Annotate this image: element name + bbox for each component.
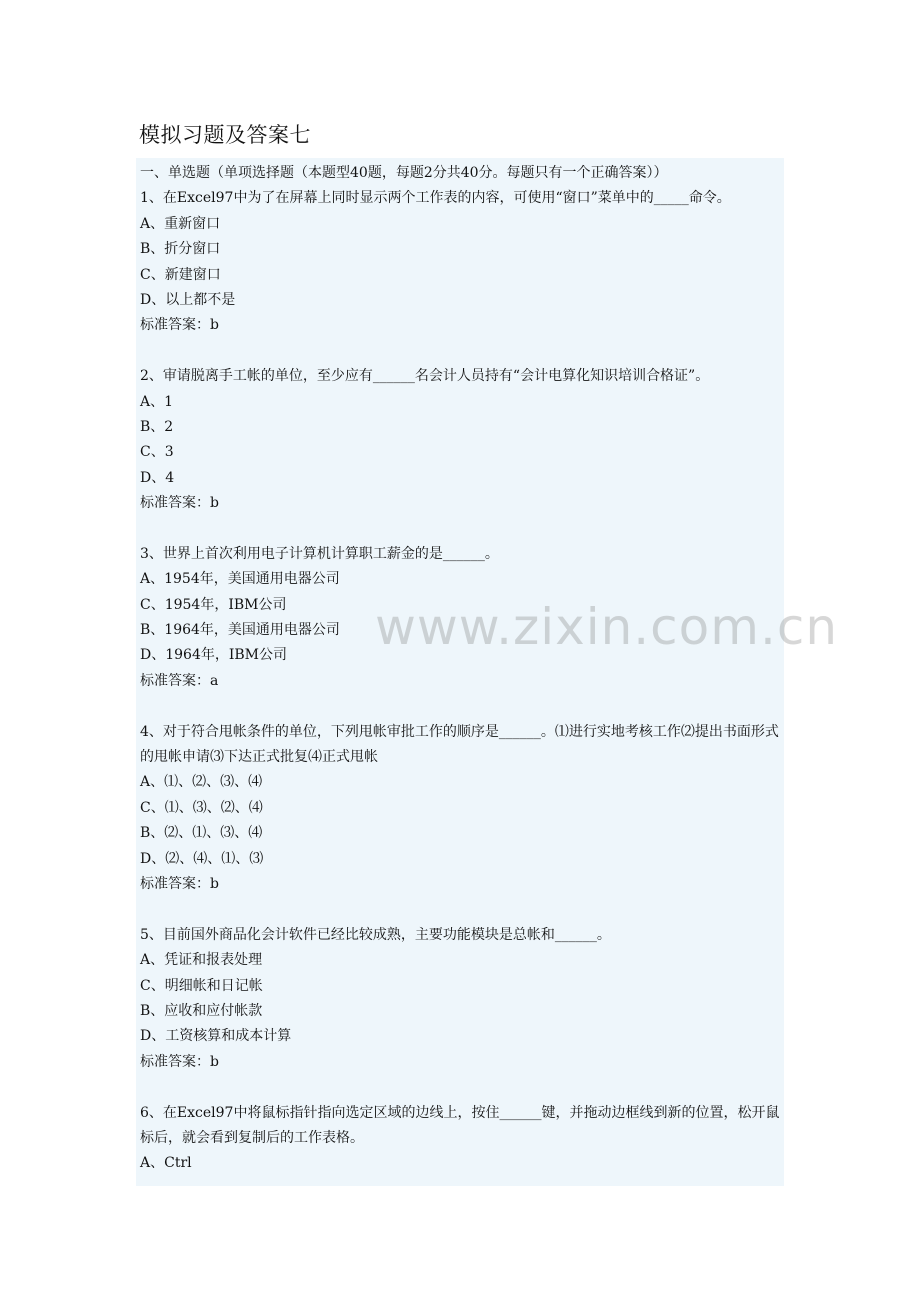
question-stem: 4、对于符合甩帐条件的单位，下列甩帐审批工作的顺序是______。⑴进行实地考核工作⑵提出书面形式的甩帐申请⑶下达正式批复⑷正式甩帐 xyxy=(140,723,779,766)
answer: 标准答案：a xyxy=(140,672,219,689)
question-2 xyxy=(140,364,784,516)
document-title: 模拟习题及答案七 xyxy=(139,123,311,147)
option: A、1954年，美国通用电器公司 xyxy=(140,571,340,588)
option: A、重新窗口 xyxy=(140,215,221,232)
spacer xyxy=(140,897,784,922)
option: B、折分窗口 xyxy=(140,241,221,258)
option: B、2 xyxy=(140,418,174,435)
option: C、明细帐和日记帐 xyxy=(140,977,263,994)
option: A、凭证和报表处理 xyxy=(140,952,263,969)
option: C、⑴、⑶、⑵、⑷ xyxy=(140,799,263,816)
option: B、应收和应付帐款 xyxy=(140,1002,263,1019)
spacer xyxy=(140,1075,784,1100)
option: D、以上都不是 xyxy=(140,291,236,308)
option: A、1 xyxy=(140,393,174,410)
answer: 标准答案：b xyxy=(140,875,219,892)
option: B、1964年，美国通用电器公司 xyxy=(140,622,340,639)
question-stem: 2、审请脱离手工帐的单位，至少应有______名会计人员持有“会计电算化知识培训合格证”。 xyxy=(140,368,710,385)
option: C、新建窗口 xyxy=(140,266,221,283)
question-stem: 1、在Excel97中为了在屏幕上同时显示两个工作表的内容，可使用“窗口”菜单中的_____命令。 xyxy=(140,190,731,207)
option: D、⑵、⑷、⑴、⑶ xyxy=(140,850,264,867)
option: D、1964年，IBM公司 xyxy=(140,647,288,664)
question-stem: 5、目前国外商品化会计软件已经比较成熟，主要功能模块是总帐和______。 xyxy=(140,926,611,943)
question-stem: 3、世界上首次利用电子计算机计算职工薪金的是______。 xyxy=(140,545,499,562)
question-4 xyxy=(140,720,784,898)
watermark: www.zixin.com.cn xyxy=(375,598,839,656)
option: D、工资核算和成本计算 xyxy=(140,1028,292,1045)
option: A、Ctrl xyxy=(140,1155,192,1172)
answer: 标准答案：b xyxy=(140,317,219,334)
option: D、4 xyxy=(140,469,175,486)
answer: 标准答案：b xyxy=(140,1053,219,1070)
spacer xyxy=(140,516,784,541)
option: C、3 xyxy=(140,444,174,461)
answer: 标准答案：b xyxy=(140,495,219,512)
option: C、1954年，IBM公司 xyxy=(140,596,287,613)
question-1 xyxy=(140,186,784,338)
spacer xyxy=(140,694,784,719)
question-stem: 6、在Excel97中将鼠标指针指向选定区域的边线上，按住______键，并拖动边框线到新的位置，松开鼠标后，就会看到复制后的工作表格。 xyxy=(140,1104,780,1146)
option: A、⑴、⑵、⑶、⑷ xyxy=(140,774,263,791)
question-6 xyxy=(140,1101,784,1177)
document-body xyxy=(136,158,784,1186)
section-heading: 一、单选题（单项选择题（本题型40题，每题2分共40分。每题只有一个正确答案）） xyxy=(140,165,668,181)
option: B、⑵、⑴、⑶、⑷ xyxy=(140,825,263,842)
question-5 xyxy=(140,923,784,1075)
spacer xyxy=(140,339,784,364)
